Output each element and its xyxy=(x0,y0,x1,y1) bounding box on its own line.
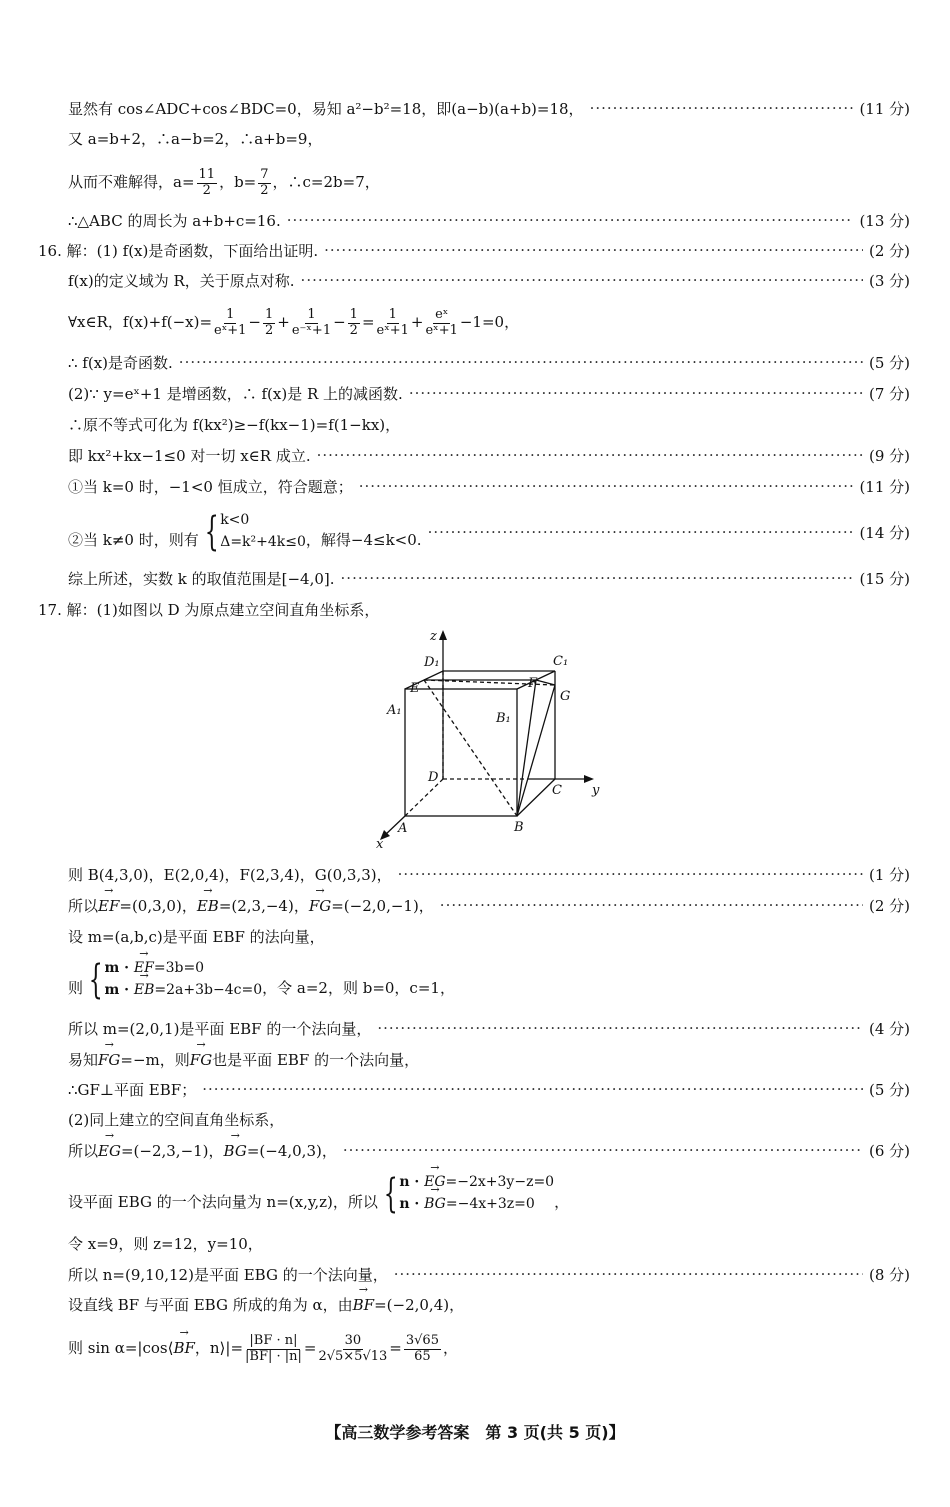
label-y: y xyxy=(592,783,600,798)
page-footer: 【高三数学参考答案 第 3 页(共 5 页)】 xyxy=(325,1423,625,1442)
cube-figure xyxy=(370,626,600,851)
text-line: ∴△ABC 的周长为 a+b+c=16. ····· (13 分) xyxy=(68,208,910,232)
case-2-line: ②当 k≠0 时，则有 { k<0 Δ=k²+4k≤0 ，解得−4≤k<0. ····· (14 分) xyxy=(68,506,910,558)
label-b1: B₁ xyxy=(496,711,511,726)
text-line: 从而不难解得，a= $\frac{11}{2}$ ，b= $\frac{7}{2}$ ，∴c=2b=7， xyxy=(68,167,380,198)
text-line: ①当 k=0 时，−1<0 恒成立，符合题意； ····· (11 分) xyxy=(68,474,910,498)
label-d: D xyxy=(428,770,439,785)
text-line: f(x)的定义域为 R，关于原点对称. ····· (3 分) xyxy=(68,268,910,292)
system-2-line: 设平面 EBG 的一个法向量为 n=(x,y,z)，所以 { n · EG →=−2x+3y−z=0 n · BG →=−4x+3z=0 ， xyxy=(68,1166,910,1222)
system-1-line: 则 { m · EF →=3b=0 m · EB →=2a+3b−4c=0 ，令 a=2，则 b=0，c=1， xyxy=(68,952,910,1008)
text-line: ∴ f(x)是奇函数. ····· (5 分) xyxy=(68,350,910,374)
text-line: 所以 m=(2,0,1)是平面 EBF 的一个法向量， ····· (4 分) xyxy=(68,1016,910,1040)
text-line: 令 x=9，则 z=12，y=10， xyxy=(68,1234,263,1253)
cube-front-face xyxy=(405,689,517,816)
y-axis-arrow xyxy=(584,775,594,783)
text-line: (2)∵ y=eˣ+1 是增函数，∴ f(x)是 R 上的减函数. ····· (7 分) xyxy=(68,381,910,405)
text-line: 综上所述，实数 k 的取值范围是[−4,0]. ····· (15 分) xyxy=(68,566,910,590)
label-e: E xyxy=(410,681,420,696)
text-line: ∴原不等式可化为 f(kx²)≥−f(kx−1)=f(1−kx)， xyxy=(68,415,401,434)
sin-formula-line: 则 sin α=|cos⟨BF →，n⟩|= $\frac{|BF \cdot n|}{|BF| \cdot |n|}$ = $\frac{30}{2√5\times 5√13}$ = $\frac{3√65}{65}$ ， xyxy=(68,1328,910,1370)
label-c1: C₁ xyxy=(553,654,569,669)
label-x: x xyxy=(376,837,384,851)
label-a1: A₁ xyxy=(387,703,402,718)
text-line: 又 a=b+2，∴a−b=2，∴a+b=9， xyxy=(68,129,323,148)
vector-line: 设直线 BF 与平面 EBG 所成的角为 α，由BF →=(−2,0,4)， xyxy=(68,1292,910,1316)
text-line: (2)同上建立的空间直角坐标系， xyxy=(68,1110,285,1129)
label-d1: D₁ xyxy=(424,655,440,670)
text-line: 所以 n=(9,10,12)是平面 EBG 的一个法向量， ····· (8 分) xyxy=(68,1262,910,1286)
segment-fb xyxy=(517,680,536,816)
formula-line: ∀x∈R，f(x)+f(−x)= $\frac{1}{\text{eˣ+1}}$ − $\frac{1}{2}$ + $\frac{1}{\text{e⁻ˣ+1}}$ − $\frac{1}{2}$ = $\frac{1}{\text{eˣ+1}}$ + $\frac{\text{eˣ}}{\text{eˣ+1}}$ −1=0， xyxy=(68,307,520,338)
problem-17-header: 17. 解：(1)如图以 D 为原点建立空间直角坐标系， xyxy=(38,600,380,619)
text-line: 显然有 cos∠ADC+cos∠BDC=0，易知 a²−b²=18，即(a−b)(a+b)=18， ····· (11 分) xyxy=(68,96,910,120)
segment-gb xyxy=(517,685,555,816)
vector-line: 所以EG →=(−2,3,−1)，BG →=(−4,0,3)， ····· (6 分) xyxy=(68,1138,910,1162)
label-f: F xyxy=(528,676,538,691)
label-z: z xyxy=(430,629,437,644)
label-a: A xyxy=(398,821,408,836)
text-line: 即 kx²+kx−1≤0 对一切 x∈R 成立. ····· (9 分) xyxy=(68,443,910,467)
label-b: B xyxy=(514,820,524,835)
label-g: G xyxy=(560,689,571,704)
text-line: 设 m=(a,b,c)是平面 EBF 的法向量， xyxy=(68,927,325,946)
vector-line: 所以EF →=(0,3,0)，EB →=(2,3,−4)，FG →=(−2,0,−1)， ····· (2 分) xyxy=(68,893,910,917)
vector-line: 易知FG →=−m，则FG →也是平面 EBF 的一个法向量， xyxy=(68,1047,910,1071)
label-c: C xyxy=(552,783,562,798)
segment-eb xyxy=(424,680,517,816)
text-line: ∴GF⊥平面 EBF； ····· (5 分) xyxy=(68,1077,910,1101)
problem-16-header: 16. 解：(1) f(x)是奇函数，下面给出证明. ····· (2 分) xyxy=(38,238,910,262)
z-axis-arrow xyxy=(439,630,447,640)
text-line: 则 B(4,3,0)，E(2,0,4)，F(2,3,4)，G(0,3,3)， ····· (1 分) xyxy=(68,862,910,886)
